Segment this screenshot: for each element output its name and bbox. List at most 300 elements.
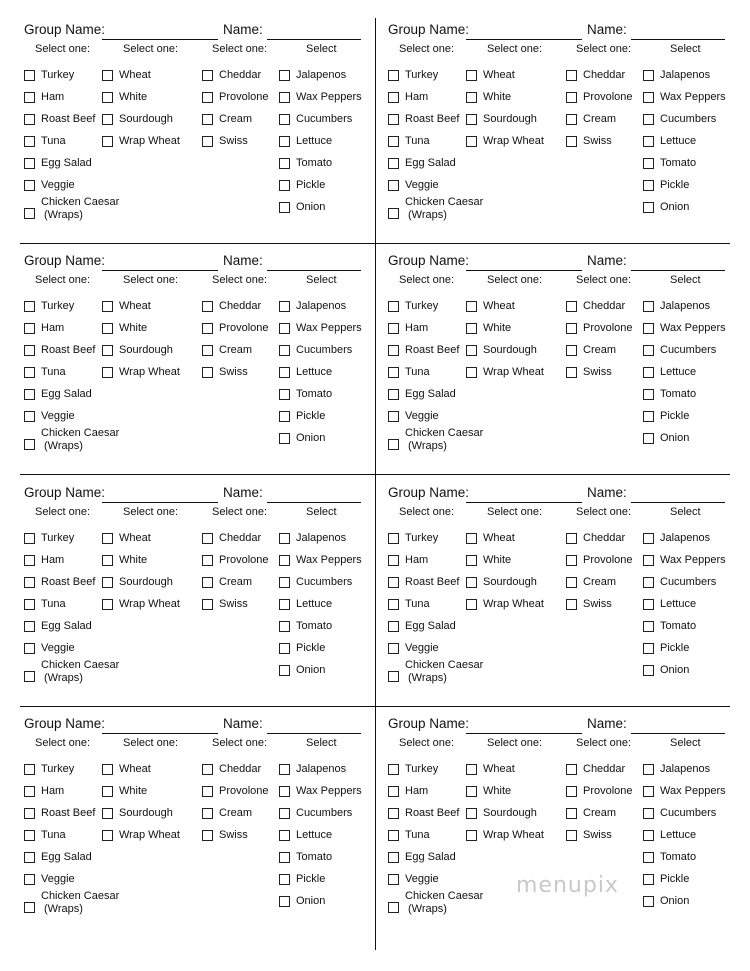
checkbox-square[interactable]	[24, 830, 35, 841]
option-label: Turkey	[405, 69, 439, 81]
option-label: Onion	[660, 664, 690, 676]
checkbox-square[interactable]	[643, 180, 654, 191]
checkbox-square[interactable]	[466, 555, 477, 566]
checkbox-square[interactable]	[388, 389, 399, 400]
option-label: Sourdough	[483, 113, 537, 125]
checkbox-square[interactable]	[279, 665, 290, 676]
option-label: Cheddar	[219, 532, 262, 544]
checkbox-square[interactable]	[566, 301, 577, 312]
checkbox-square[interactable]	[202, 367, 213, 378]
checkbox-square[interactable]	[102, 599, 113, 610]
group-name-label: Group Name:	[388, 22, 470, 37]
option-label: White	[483, 322, 512, 334]
checkbox-square[interactable]	[102, 577, 113, 588]
checkbox-square[interactable]	[388, 92, 399, 103]
option-label: Veggie	[41, 642, 75, 654]
group-name-label: Group Name:	[24, 253, 106, 268]
option-label: Cheddar	[583, 69, 626, 81]
checkbox-square[interactable]	[388, 411, 399, 422]
option-label: Swiss	[583, 135, 612, 147]
option-label: Veggie	[405, 179, 439, 191]
checkbox-square[interactable]	[24, 345, 35, 356]
checkbox-square[interactable]	[643, 577, 654, 588]
checkbox-square[interactable]	[202, 70, 213, 81]
option-label: Cheddar	[219, 69, 262, 81]
checkbox-square[interactable]	[388, 599, 399, 610]
option-label: Egg Salad	[405, 388, 456, 400]
checkbox-square[interactable]	[102, 764, 113, 775]
checkbox-square[interactable]	[202, 323, 213, 334]
checkbox-square[interactable]	[202, 786, 213, 797]
option-label: Onion	[660, 201, 690, 213]
checkbox-square[interactable]	[643, 323, 654, 334]
option-label: Provolone	[219, 322, 269, 334]
checkbox-square[interactable]	[643, 367, 654, 378]
checkbox-square[interactable]	[202, 555, 213, 566]
checkbox-square[interactable]	[466, 136, 477, 147]
checkbox-square[interactable]	[102, 345, 113, 356]
option-label: Cream	[219, 807, 253, 819]
checkbox-square[interactable]	[202, 92, 213, 103]
checkbox-square[interactable]	[202, 533, 213, 544]
checkbox-square[interactable]	[24, 208, 35, 219]
option-label: Wrap Wheat	[119, 598, 180, 610]
checkbox-square[interactable]	[24, 621, 35, 632]
checkbox-square[interactable]	[466, 367, 477, 378]
option-label: Jalapenos	[296, 300, 347, 312]
option-label: Roast Beef	[405, 113, 460, 125]
name-field[interactable]	[267, 270, 361, 271]
option-label: Veggie	[405, 410, 439, 422]
group-name-field[interactable]	[466, 733, 582, 734]
checkbox-square[interactable]	[388, 830, 399, 841]
checkbox-square[interactable]	[102, 301, 113, 312]
checkbox-square[interactable]	[388, 180, 399, 191]
option-label: Sourdough	[119, 113, 173, 125]
option-label: Tomato	[296, 851, 333, 863]
order-form-card	[388, 485, 743, 717]
group-name-field[interactable]	[466, 502, 582, 503]
name-label: Name:	[587, 716, 627, 731]
group-name-label: Group Name:	[24, 485, 106, 500]
checkbox-square[interactable]	[388, 555, 399, 566]
option-label: Wax Peppers	[296, 91, 362, 103]
option-label: Tomato	[660, 620, 697, 632]
option-label: Swiss	[583, 829, 612, 841]
checkbox-square[interactable]	[279, 323, 290, 334]
option-label: Roast Beef	[405, 807, 460, 819]
option-label: Swiss	[583, 366, 612, 378]
group-name-field[interactable]	[102, 733, 218, 734]
column-header: Select	[306, 43, 337, 55]
checkbox-square[interactable]	[279, 114, 290, 125]
checkbox-square[interactable]	[102, 323, 113, 334]
checkbox-square[interactable]	[24, 411, 35, 422]
checkbox-square[interactable]	[566, 533, 577, 544]
checkbox-square[interactable]	[202, 599, 213, 610]
checkbox-square[interactable]	[466, 599, 477, 610]
checkbox-square[interactable]	[643, 411, 654, 422]
checkbox-square[interactable]	[202, 577, 213, 588]
option-label: Chicken Caesar (Wraps)	[41, 890, 120, 915]
option-label: Wrap Wheat	[483, 366, 544, 378]
option-label: Cream	[583, 576, 617, 588]
checkbox-square[interactable]	[388, 764, 399, 775]
checkbox-square[interactable]	[279, 643, 290, 654]
option-label: Ham	[405, 322, 429, 334]
checkbox-square[interactable]	[643, 764, 654, 775]
checkbox-square[interactable]	[643, 389, 654, 400]
option-label: Ham	[41, 322, 65, 334]
checkbox-square[interactable]	[566, 70, 577, 81]
checkbox-square[interactable]	[388, 786, 399, 797]
checkbox-square[interactable]	[102, 555, 113, 566]
checkbox-square[interactable]	[202, 345, 213, 356]
option-label: Roast Beef	[41, 807, 96, 819]
checkbox-square[interactable]	[566, 367, 577, 378]
checkbox-square[interactable]	[388, 852, 399, 863]
option-label: Wrap Wheat	[483, 829, 544, 841]
checkbox-square[interactable]	[466, 830, 477, 841]
group-name-field[interactable]	[466, 270, 582, 271]
checkbox-square[interactable]	[279, 577, 290, 588]
checkbox-square[interactable]	[466, 577, 477, 588]
checkbox-square[interactable]	[466, 323, 477, 334]
checkbox-square[interactable]	[566, 345, 577, 356]
checkbox-square[interactable]	[24, 158, 35, 169]
checkbox-square[interactable]	[466, 764, 477, 775]
checkbox-square[interactable]	[279, 852, 290, 863]
option-label: Tuna	[41, 598, 66, 610]
checkbox-square[interactable]	[466, 114, 477, 125]
checkbox-square[interactable]	[24, 533, 35, 544]
checkbox-square[interactable]	[388, 643, 399, 654]
name-field[interactable]	[631, 39, 725, 40]
option-label: Cream	[219, 576, 253, 588]
option-label: Roast Beef	[41, 576, 96, 588]
checkbox-square[interactable]	[24, 671, 35, 682]
option-label: Turkey	[41, 763, 75, 775]
checkbox-square[interactable]	[566, 808, 577, 819]
checkbox-square[interactable]	[24, 555, 35, 566]
checkbox-square[interactable]	[24, 114, 35, 125]
checkbox-square[interactable]	[24, 367, 35, 378]
option-label: White	[119, 322, 148, 334]
checkbox-square[interactable]	[643, 301, 654, 312]
option-label: Lettuce	[296, 829, 333, 841]
checkbox-square[interactable]	[202, 808, 213, 819]
name-field[interactable]	[631, 270, 725, 271]
option-label: Wax Peppers	[296, 322, 362, 334]
checkbox-square[interactable]	[279, 136, 290, 147]
option-label: Wrap Wheat	[119, 829, 180, 841]
column-header: Select one:	[212, 274, 268, 286]
option-label: Provolone	[219, 785, 269, 797]
checkbox-square[interactable]	[643, 345, 654, 356]
checkbox-square[interactable]	[388, 136, 399, 147]
checkbox-square[interactable]	[102, 808, 113, 819]
checkbox-square[interactable]	[566, 764, 577, 775]
checkbox-square[interactable]	[102, 367, 113, 378]
checkbox-square[interactable]	[102, 70, 113, 81]
checkbox-square[interactable]	[643, 533, 654, 544]
checkbox-square[interactable]	[279, 830, 290, 841]
option-label: Cucumbers	[660, 113, 717, 125]
checkbox-square[interactable]	[388, 70, 399, 81]
option-label: Tomato	[296, 620, 333, 632]
checkbox-square[interactable]	[24, 180, 35, 191]
column-header: Select one:	[576, 43, 632, 55]
option-label: Chicken Caesar (Wraps)	[41, 427, 120, 452]
checkbox-square[interactable]	[102, 136, 113, 147]
option-label: Swiss	[219, 598, 248, 610]
checkbox-square[interactable]	[202, 830, 213, 841]
checkbox-square[interactable]	[643, 643, 654, 654]
checkbox-square[interactable]	[279, 411, 290, 422]
checkbox-square[interactable]	[279, 301, 290, 312]
checkbox-square[interactable]	[388, 158, 399, 169]
checkbox-square[interactable]	[388, 874, 399, 885]
checkbox-square[interactable]	[24, 902, 35, 913]
column-header: Select one:	[399, 737, 455, 749]
checkbox-square[interactable]	[24, 577, 35, 588]
checkbox-square[interactable]	[643, 433, 654, 444]
option-label: Ham	[405, 91, 429, 103]
name-label: Name:	[223, 716, 263, 731]
option-label: Swiss	[219, 135, 248, 147]
checkbox-square[interactable]	[279, 367, 290, 378]
checkbox-square[interactable]	[279, 896, 290, 907]
group-name-field[interactable]	[466, 39, 582, 40]
option-label: Cheddar	[583, 532, 626, 544]
group-name-label: Group Name:	[388, 716, 470, 731]
checkbox-square[interactable]	[566, 92, 577, 103]
checkbox-square[interactable]	[279, 202, 290, 213]
checkbox-square[interactable]	[388, 367, 399, 378]
checkbox-square[interactable]	[643, 70, 654, 81]
option-label: Veggie	[405, 873, 439, 885]
checkbox-square[interactable]	[466, 345, 477, 356]
checkbox-square[interactable]	[388, 621, 399, 632]
checkbox-square[interactable]	[466, 92, 477, 103]
checkbox-square[interactable]	[566, 136, 577, 147]
name-field[interactable]	[631, 502, 725, 503]
checkbox-square[interactable]	[643, 599, 654, 610]
checkbox-square[interactable]	[388, 114, 399, 125]
checkbox-square[interactable]	[102, 114, 113, 125]
order-form-card	[388, 22, 743, 254]
checkbox-square[interactable]	[24, 764, 35, 775]
option-label: Jalapenos	[296, 532, 347, 544]
checkbox-square[interactable]	[388, 345, 399, 356]
name-label: Name:	[223, 485, 263, 500]
option-label: Tomato	[296, 157, 333, 169]
checkbox-square[interactable]	[24, 439, 35, 450]
checkbox-square[interactable]	[279, 621, 290, 632]
checkbox-square[interactable]	[643, 808, 654, 819]
checkbox-square[interactable]	[566, 323, 577, 334]
checkbox-square[interactable]	[279, 599, 290, 610]
checkbox-square[interactable]	[24, 136, 35, 147]
checkbox-square[interactable]	[388, 902, 399, 913]
option-label: Wax Peppers	[296, 785, 362, 797]
checkbox-square[interactable]	[24, 92, 35, 103]
checkbox-square[interactable]	[466, 301, 477, 312]
option-label: Jalapenos	[660, 532, 711, 544]
option-label: Wheat	[119, 300, 151, 312]
checkbox-square[interactable]	[279, 764, 290, 775]
order-form-card	[24, 22, 379, 254]
checkbox-square[interactable]	[279, 92, 290, 103]
checkbox-square[interactable]	[279, 389, 290, 400]
group-name-label: Group Name:	[388, 253, 470, 268]
option-label: Provolone	[583, 554, 633, 566]
checkbox-square[interactable]	[279, 433, 290, 444]
checkbox-square[interactable]	[643, 874, 654, 885]
group-name-field[interactable]	[102, 270, 218, 271]
checkbox-square[interactable]	[643, 202, 654, 213]
name-label: Name:	[223, 253, 263, 268]
checkbox-square[interactable]	[643, 136, 654, 147]
option-label: Jalapenos	[660, 300, 711, 312]
checkbox-square[interactable]	[388, 323, 399, 334]
option-label: Tuna	[405, 366, 430, 378]
order-form-card	[24, 485, 379, 717]
option-label: Wheat	[483, 532, 515, 544]
option-label: Chicken Caesar (Wraps)	[405, 890, 484, 915]
checkbox-square[interactable]	[24, 852, 35, 863]
checkbox-square[interactable]	[566, 577, 577, 588]
checkbox-square[interactable]	[279, 874, 290, 885]
checkbox-square[interactable]	[388, 208, 399, 219]
checkbox-square[interactable]	[279, 345, 290, 356]
order-form-card	[388, 253, 743, 485]
checkbox-square[interactable]	[643, 555, 654, 566]
checkbox-square[interactable]	[643, 158, 654, 169]
name-label: Name:	[587, 22, 627, 37]
checkbox-square[interactable]	[566, 555, 577, 566]
checkbox-square[interactable]	[279, 158, 290, 169]
option-label: Wax Peppers	[296, 554, 362, 566]
option-label: Veggie	[405, 642, 439, 654]
checkbox-square[interactable]	[102, 533, 113, 544]
checkbox-square[interactable]	[24, 643, 35, 654]
checkbox-square[interactable]	[102, 786, 113, 797]
group-name-field[interactable]	[102, 502, 218, 503]
checkbox-square[interactable]	[643, 665, 654, 676]
checkbox-square[interactable]	[24, 874, 35, 885]
option-label: Tomato	[660, 157, 697, 169]
checkbox-square[interactable]	[102, 92, 113, 103]
option-label: Turkey	[41, 69, 75, 81]
column-header: Select one:	[487, 43, 543, 55]
checkbox-square[interactable]	[24, 389, 35, 400]
checkbox-square[interactable]	[24, 599, 35, 610]
checkbox-square[interactable]	[566, 786, 577, 797]
checkbox-square[interactable]	[279, 555, 290, 566]
checkbox-square[interactable]	[279, 808, 290, 819]
column-header: Select one:	[212, 43, 268, 55]
option-label: Provolone	[583, 91, 633, 103]
option-label: Tuna	[405, 829, 430, 841]
checkbox-square[interactable]	[202, 136, 213, 147]
checkbox-square[interactable]	[279, 533, 290, 544]
column-header: Select	[670, 737, 701, 749]
checkbox-square[interactable]	[566, 599, 577, 610]
checkbox-square[interactable]	[643, 896, 654, 907]
checkbox-square[interactable]	[466, 786, 477, 797]
checkbox-square[interactable]	[388, 439, 399, 450]
checkbox-square[interactable]	[24, 70, 35, 81]
checkbox-square[interactable]	[24, 808, 35, 819]
option-label: Cheddar	[219, 300, 262, 312]
checkbox-square[interactable]	[643, 852, 654, 863]
column-header: Select one:	[576, 737, 632, 749]
checkbox-square[interactable]	[566, 830, 577, 841]
option-label: Sourdough	[483, 344, 537, 356]
order-form-card	[24, 253, 379, 485]
checkbox-square[interactable]	[566, 114, 577, 125]
checkbox-square[interactable]	[466, 533, 477, 544]
column-header: Select one:	[35, 43, 91, 55]
option-label: Chicken Caesar (Wraps)	[41, 196, 120, 221]
checkbox-square[interactable]	[643, 786, 654, 797]
column-header: Select	[670, 43, 701, 55]
column-header: Select one:	[487, 737, 543, 749]
option-label: Onion	[660, 432, 690, 444]
name-field[interactable]	[267, 39, 361, 40]
checkbox-square[interactable]	[388, 301, 399, 312]
checkbox-square[interactable]	[466, 70, 477, 81]
checkbox-square[interactable]	[24, 786, 35, 797]
option-label: Egg Salad	[41, 157, 92, 169]
option-label: White	[483, 554, 512, 566]
checkbox-square[interactable]	[388, 533, 399, 544]
checkbox-square[interactable]	[24, 323, 35, 334]
checkbox-square[interactable]	[643, 830, 654, 841]
checkbox-square[interactable]	[388, 671, 399, 682]
option-label: Lettuce	[660, 135, 697, 147]
checkbox-square[interactable]	[466, 808, 477, 819]
option-label: Roast Beef	[41, 344, 96, 356]
option-label: Cream	[219, 344, 253, 356]
name-field[interactable]	[631, 733, 725, 734]
column-header: Select one:	[212, 737, 268, 749]
checkbox-square[interactable]	[388, 808, 399, 819]
checkbox-square[interactable]	[202, 301, 213, 312]
name-field[interactable]	[267, 502, 361, 503]
checkbox-square[interactable]	[279, 70, 290, 81]
checkbox-square[interactable]	[24, 301, 35, 312]
checkbox-square[interactable]	[643, 92, 654, 103]
column-header: Select one:	[123, 737, 179, 749]
option-label: Tuna	[405, 135, 430, 147]
option-label: Pickle	[660, 179, 690, 191]
checkbox-square[interactable]	[643, 621, 654, 632]
checkbox-square[interactable]	[102, 830, 113, 841]
checkbox-square[interactable]	[643, 114, 654, 125]
option-label: Onion	[296, 201, 326, 213]
checkbox-square[interactable]	[279, 786, 290, 797]
option-label: Wheat	[119, 532, 151, 544]
checkbox-square[interactable]	[202, 114, 213, 125]
group-name-field[interactable]	[102, 39, 218, 40]
checkbox-square[interactable]	[388, 577, 399, 588]
checkbox-square[interactable]	[279, 180, 290, 191]
checkbox-square[interactable]	[202, 764, 213, 775]
name-field[interactable]	[267, 733, 361, 734]
column-header: Select one:	[399, 43, 455, 55]
